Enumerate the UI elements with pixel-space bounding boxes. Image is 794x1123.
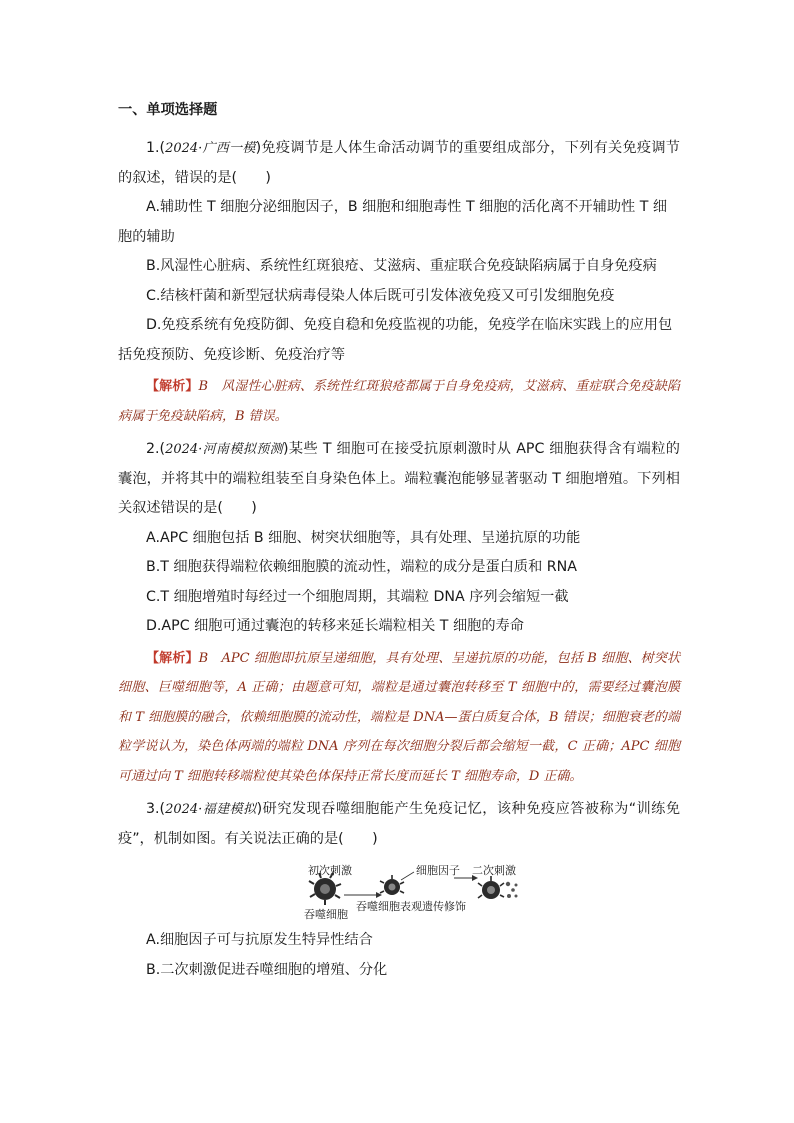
question-2-analysis — [118, 644, 680, 792]
section-title: 一、单项选择题 — [118, 102, 218, 118]
question-1-source: 2024·广西一模 — [165, 141, 256, 156]
question-1-text: )免疫调节是人体生命活动调节的重要组成部分，下列有关免疫调节的叙述，错误的是( ) — [118, 140, 680, 186]
question-1-number: 1.( — [146, 140, 166, 156]
question-3-option-b: B.二次刺激促进吞噬细胞的增殖、分化 — [146, 961, 388, 978]
label-cytokine: 细胞因子 — [416, 864, 460, 877]
label-second-stimulus: 二次刺激 — [472, 864, 516, 877]
question-2-option-d: D.APC 细胞可通过囊泡的转移来延长端粒相关 T 细胞的寿命 — [146, 618, 524, 634]
label-first-stimulus: 初次刺激 — [308, 864, 352, 877]
question-2-option-b: B.T 细胞获得端粒依赖细胞膜的流动性，端粒的成分是蛋白质和 RNA — [146, 559, 577, 575]
analysis-tag: 【解析】 — [146, 650, 199, 666]
question-2-option-a: A.APC 细胞包括 B 细胞、树突状细胞等，具有处理、呈递抗原的功能 — [146, 529, 581, 546]
question-2-analysis-text: B APC 细胞即抗原呈递细胞，具有处理、呈递抗原的功能，包括 B 细胞、树突状细胞、巨噬细胞等，A 正确；由题意可知，端粒是通过囊泡转移至 T 细胞中的，需要经过囊泡膜和 T 细胞膜的融合，依赖细胞膜的流动性，端粒是 DNA—蛋白质复合体，B 错误；细胞衰老的端粒学说认为，染色体两端的端粒 DNA 序列在每次细胞分裂后都会缩短一截，C 正确；APC 细胞可通过向 T 细胞转移端粒使其染色体保持正常长度而延长 T 细胞寿命，D 正确。 — [118, 650, 680, 784]
question-2-source: 2024·河南模拟预测 — [165, 442, 283, 457]
question-1-option-c: C.结核杆菌和新型冠状病毒侵染人体后既可引发体液免疫又可引发细胞免疫 — [146, 287, 615, 304]
question-2-stem — [118, 435, 680, 524]
label-epigenetic-modification: 吞噬细胞表观遗传修饰 — [356, 900, 466, 913]
question-2-number: 2.( — [146, 441, 166, 457]
trained-macrophage-icon — [380, 875, 404, 895]
question-1-option-d: D.免疫系统有免疫防御、免疫自稳和免疫监视的功能，免疫学在临床实践上的应用包括免疫预防、免疫诊断、免疫治疗等 — [118, 317, 673, 363]
question-1-option-a: A.辅助性 T 细胞分泌细胞因子，B 细胞和细胞毒性 T 细胞的活化离不开辅助性 T 细胞的辅助 — [118, 199, 668, 245]
question-2-text: )某些 T 细胞可在接受抗原刺激时从 APC 细胞获得含有端粒的囊泡，并将其中的端粒组装至自身染色体上。端粒囊泡能够显著驱动 T 细胞增殖。下列相关叙述错误的是( ) — [118, 441, 680, 516]
question-3-number: 3.( — [146, 801, 166, 817]
training-immunity-figure — [118, 856, 680, 922]
analysis-tag: 【解析】 — [146, 379, 199, 394]
question-3-stem — [118, 795, 680, 854]
label-macrophage: 吞噬细胞 — [304, 908, 348, 921]
question-3-text: )研究发现吞噬细胞能产生免疫记忆，该种免疫应答被称为“训练免疫”，机制如图。有关说法正确的是( ) — [118, 801, 681, 847]
cytokine-pointer — [401, 872, 414, 880]
question-2-option-c: C.T 细胞增殖时每经过一个细胞周期，其端粒 DNA 序列会缩短一截 — [146, 588, 569, 605]
question-3-source: 2024·福建模拟 — [165, 802, 257, 817]
question-1-stem — [118, 134, 680, 193]
question-3-option-a: A.细胞因子可与抗原发生特异性结合 — [146, 932, 373, 948]
question-1-option-b: B.风湿性心脏病、系统性红斑狼疮、艾滋病、重症联合免疫缺陷病属于自身免疫病 — [146, 258, 657, 274]
activated-macrophage-icon — [478, 876, 518, 899]
question-content — [118, 100, 680, 985]
question-1-analysis — [118, 372, 680, 431]
question-1-analysis-text: B 风湿性心脏病、系统性红斑狼疮都属于自身免疫病，艾滋病、重症联合免疫缺陷病属于免疫缺陷病，B 错误。 — [118, 379, 680, 424]
